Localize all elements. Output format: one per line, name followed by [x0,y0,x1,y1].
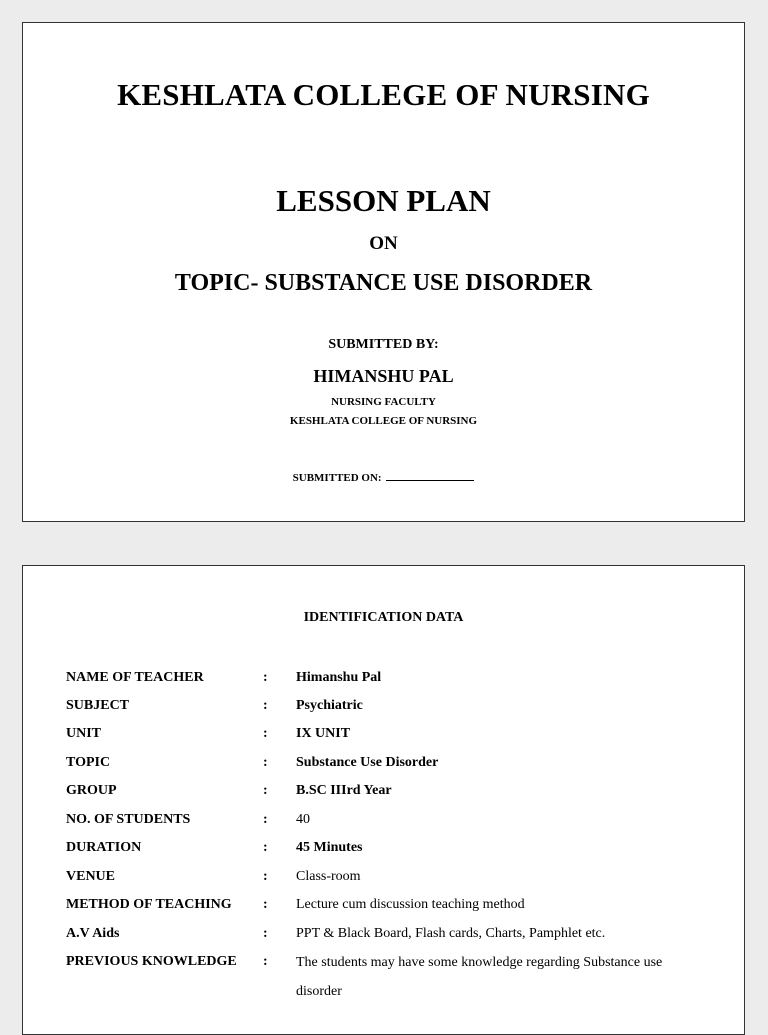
row-label: NO. OF STUDENTS [66,812,191,827]
row-label: NAME OF TEACHER [66,670,204,685]
row-separator: : [263,670,268,685]
topic-heading: TOPIC- SUBSTANCE USE DISORDER [174,270,593,296]
row-label: DURATION [66,840,142,855]
cover-page [22,22,745,522]
row-value: Himanshu Pal [296,670,382,685]
row-value: B.SC IIIrd Year [296,783,392,798]
identification-title: IDENTIFICATION DATA [303,610,464,625]
submitted-on-blank [386,471,474,481]
row-separator: : [263,926,268,941]
row-value: PPT & Black Board, Flash cards, Charts, Pamphlet etc. [296,926,606,941]
row-label: METHOD OF TEACHING [66,897,232,912]
row-value: 45 Minutes [296,840,363,855]
row-value: 40 [296,812,310,827]
row-value: Psychiatric [296,698,363,713]
submitted-on [23,471,744,484]
row-value: Substance Use Disorder [296,755,439,770]
row-value: Lecture cum discussion teaching method [296,897,525,912]
row-separator: : [263,840,268,855]
college-title: KESHLATA COLLEGE OF NURSING [117,77,650,112]
submitted-on-label: SUBMITTED ON: [292,472,382,484]
author-name: HIMANSHU PAL [313,366,454,386]
identification-page [22,565,745,1035]
row-value: Class-room [296,869,361,884]
row-label: UNIT [66,726,102,741]
row-label: PREVIOUS KNOWLEDGE [66,954,237,969]
row-separator: : [263,755,268,770]
row-label: TOPIC [66,755,111,770]
row-separator: : [263,726,268,741]
row-separator: : [263,869,268,884]
row-value: The students may have some knowledge regarding Substance use disorder [296,955,663,999]
row-label: VENUE [66,869,116,884]
row-value: IX UNIT [296,726,351,741]
row-separator: : [263,698,268,713]
row-separator: : [263,783,268,798]
on-label: ON [369,233,398,254]
author-institution: KESHLATA COLLEGE OF NURSING [289,415,478,427]
row-label: GROUP [66,783,117,798]
row-label: SUBJECT [66,698,130,713]
row-separator: : [263,954,268,969]
row-separator: : [263,897,268,912]
author-role: NURSING FACULTY [331,396,436,408]
lesson-plan-title: LESSON PLAN [276,183,491,218]
submitted-by-label: SUBMITTED BY: [328,337,439,352]
row-label: A.V Aids [66,926,120,941]
row-separator: : [263,812,268,827]
